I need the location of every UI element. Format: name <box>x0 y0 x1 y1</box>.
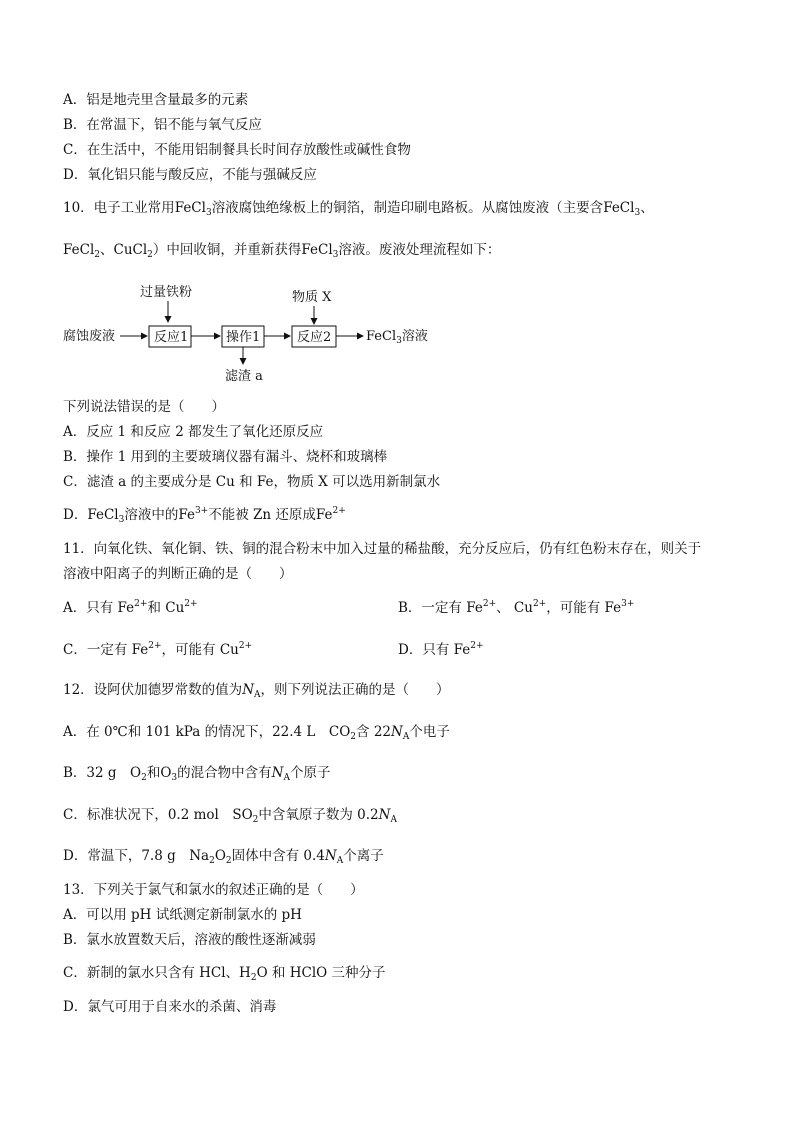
q12-option-d: D．常温下，7.8 g $Na_2O_2$固体中含有 $0.4N_A$个离子 <box>63 848 384 866</box>
flow-residue-a: 滤渣 a <box>225 369 263 382</box>
q11-option-b: B．一定有 $Fe^{2+}$、 $Cu^{2+}$，可能有 $Fe^{3+}$ <box>398 599 635 616</box>
q9-option-c: C．在生活中，不能用铝制餐具长时间存放酸性或碱性食物 <box>63 142 411 158</box>
flow-box-reaction2-label: 反应2 <box>297 330 332 345</box>
q10-question: 下列说法错误的是（ ） <box>63 399 225 415</box>
q12-option-b: B．32 g $O_2$和$O_3$的混合物中含有$N_A$个原子 <box>63 765 331 783</box>
q11-stem-line1: 11．向氧化铁、氧化铜、铁、铜的混合粉末中加入过量的稀盐酸，充分反应后，仍有红色粉末存在，则关于 <box>63 541 702 557</box>
q11-stem-line2: 溶液中阳离子的判断正确的是（ ） <box>63 566 293 582</box>
q13-option-b: B．氯水放置数天后，溶液的酸性逐渐减弱 <box>63 932 316 948</box>
q11-option-d: D．只有 $Fe^{2+}$ <box>398 641 484 658</box>
process-flow-diagram <box>60 282 460 382</box>
q10-option-c: C．滤渣 a 的主要成分是 Cu 和 Fe，物质 X 可以选用新制氯水 <box>63 474 441 490</box>
flow-box-reaction1-label: 反应1 <box>154 330 189 345</box>
q9-option-a: A．铝是地壳里含量最多的元素 <box>63 92 249 108</box>
q13-option-a: A．可以用 pH 试纸测定新制氯水的 pH <box>63 907 302 923</box>
q10-option-d: D．FeCl$_3$溶液中的$Fe^{3+}$不能被 Zn 还原成$Fe^{2+}$ <box>63 506 346 525</box>
flow-input-waste: 腐蚀废液 <box>63 329 116 344</box>
q13-stem: 13．下列关于氯气和氯水的叙述正确的是（ ） <box>63 882 364 898</box>
flow-box-operation1-label: 操作1 <box>226 330 261 345</box>
flow-reagent-iron-powder: 过量铁粉 <box>140 285 193 300</box>
flow-reagent-x: 物质 X <box>292 290 332 305</box>
q10-option-b: B．操作 1 用到的主要玻璃仪器有漏斗、烧杯和玻璃棒 <box>63 449 388 465</box>
q11-option-c: C．一定有 $Fe^{2+}$，可能有 $Cu^{2+}$ <box>63 641 253 658</box>
q10-option-a: A．反应 1 和反应 2 都发生了氧化还原反应 <box>63 424 324 440</box>
q10-stem-line2: FeCl$_2$、CuCl$_2$）中回收铜，并重新获得FeCl$_3$溶液。废液处理流程如下： <box>63 242 501 260</box>
q12-stem: 12．设阿伏加德罗常数的值为$N_A$，则下列说法正确的是（ ） <box>63 682 450 700</box>
q13-option-d: D．氯气可用于自来水的杀菌、消毒 <box>63 999 277 1015</box>
q10-stem-line1: 10．电子工业常用FeCl$_3$溶液腐蚀绝缘板上的铜箔，制造印刷电路板。从腐蚀废液（主要含FeCl$_3$、 <box>63 200 654 218</box>
flow-output-fecl3: FeCl$_3$溶液 <box>366 329 428 346</box>
q12-option-c: C．标准状况下，0.2 mol $SO_2$中含氧原子数为 $0.2N_A$ <box>63 807 397 825</box>
q9-option-d: D．氧化铝只能与酸反应，不能与强碱反应 <box>63 167 317 183</box>
q13-option-c: C．新制的氯水只含有 HCl、$H_2O$ 和 HClO 三种分子 <box>63 965 386 983</box>
q12-option-a: A．在 0℃和 101 kPa 的情况下，22.4 L $CO_2$含 $22N_A$个电子 <box>63 724 450 742</box>
q11-option-a: A．只有 $Fe^{2+}$和 $Cu^{2+}$ <box>63 599 198 616</box>
q9-option-b: B．在常温下，铝不能与氧气反应 <box>63 117 262 133</box>
